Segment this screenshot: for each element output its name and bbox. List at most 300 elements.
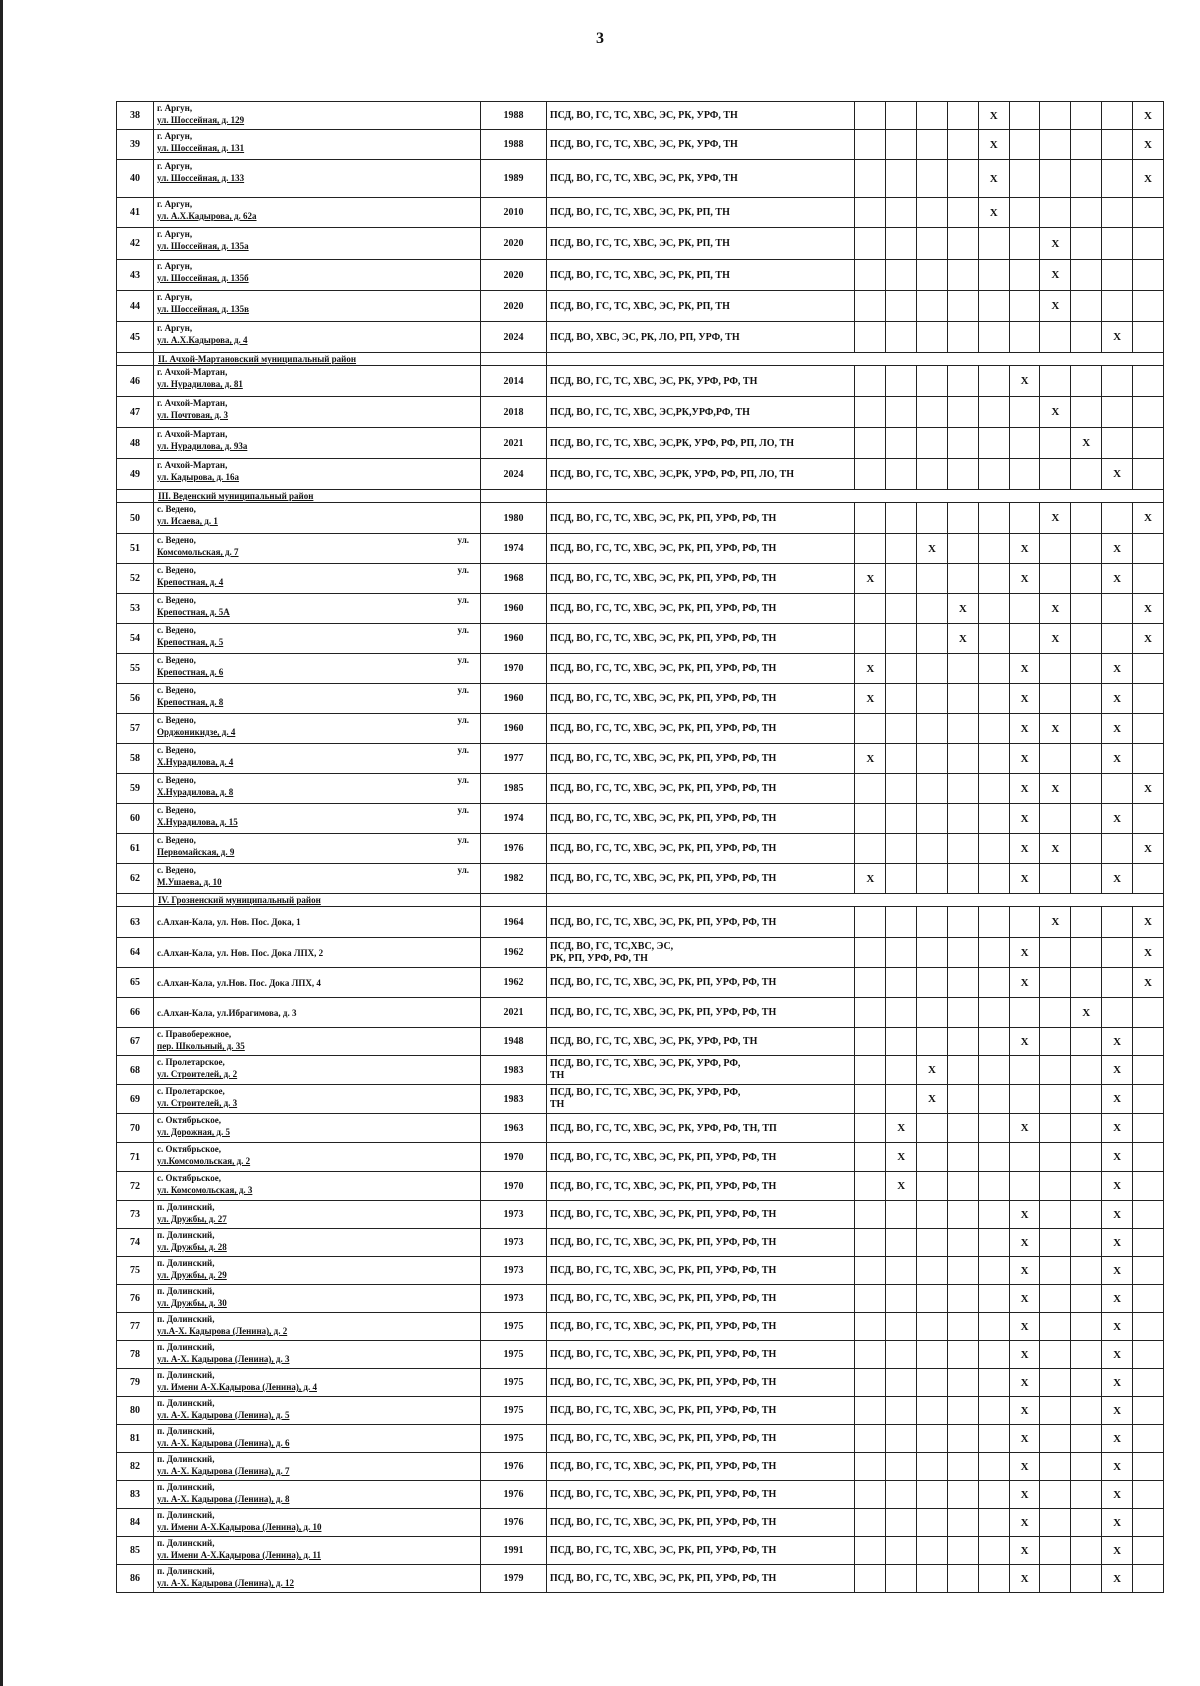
year-mark-cell (855, 1453, 886, 1481)
address-locality-text: п. Долинский, (157, 1566, 215, 1576)
year-mark-cell (1040, 1369, 1071, 1397)
row-number: 40 (117, 160, 154, 198)
works-line: ТН (549, 1099, 565, 1110)
year-mark-cell (1133, 774, 1164, 804)
year-mark-cell (855, 594, 886, 624)
row-number: 51 (117, 534, 154, 564)
table-row (117, 1341, 1164, 1369)
year-mark-cell (1133, 1537, 1164, 1565)
year-mark-cell (917, 228, 948, 260)
address-street: Х.Нурадилова, д. 15 (157, 817, 238, 827)
address-locality-text: с. Октябрьское, (157, 1173, 221, 1183)
year-mark-cell (1071, 1257, 1102, 1285)
address-locality (157, 534, 477, 546)
year-mark-cell (978, 1537, 1009, 1565)
year-mark-cell (855, 428, 886, 459)
street-prefix: ул. (457, 655, 470, 665)
year-mark-cell (978, 1313, 1009, 1341)
year-mark-cell (1133, 228, 1164, 260)
year-mark-cell (1133, 1453, 1164, 1481)
year-mark-cell (978, 564, 1009, 594)
year-mark-cell (978, 938, 1009, 968)
x-mark: X (1113, 572, 1122, 585)
address-cell (154, 366, 481, 397)
address-cell (154, 1229, 481, 1257)
x-mark: X (1020, 1516, 1029, 1529)
year-mark-cell (978, 864, 1009, 894)
year-mark-cell (886, 1397, 917, 1425)
year-mark-cell (1040, 1229, 1071, 1257)
table-row (117, 534, 1164, 564)
build-year: 1975 (481, 1313, 547, 1341)
year-mark-cell (1102, 198, 1133, 228)
table-row (117, 428, 1164, 459)
year-mark-cell (1071, 774, 1102, 804)
street-prefix: ул. (457, 835, 470, 845)
table-row (117, 503, 1164, 534)
year-mark-cell (917, 1313, 948, 1341)
year-mark-cell (855, 1229, 886, 1257)
year-mark-cell (1009, 228, 1040, 260)
table-row (117, 1481, 1164, 1509)
year-mark-cell (886, 228, 917, 260)
works-list: ПСД, ВО, ГС, ТС, ХВС, ЭС, РК, РП, УРФ, РФ, ТН (546, 774, 855, 804)
year-mark-cell (1133, 322, 1164, 353)
year-mark-cell (1009, 198, 1040, 228)
table-row (117, 684, 1164, 714)
x-mark: X (1051, 722, 1060, 735)
year-mark-cell (1071, 968, 1102, 998)
works-list: ПСД, ВО, ГС, ТС, ХВС, ЭС, РК, УРФ, РФ, ТН, ТП (546, 1114, 855, 1143)
year-mark-cell (886, 624, 917, 654)
year-mark-cell (1133, 291, 1164, 322)
year-mark-cell (1133, 397, 1164, 428)
address-street: ул. Имени А-Х.Кадырова (Ленина), д. 10 (157, 1522, 322, 1532)
year-mark-cell (886, 654, 917, 684)
address-locality (157, 260, 477, 272)
works-list: ПСД, ВО, ГС, ТС, ХВС, ЭС, РК, РП, УРФ, РФ, ТН (546, 907, 855, 938)
year-mark-cell (1040, 102, 1071, 130)
year-mark-cell (1009, 397, 1040, 428)
address-locality-text: с. Ведено, (157, 655, 196, 665)
row-number: 86 (117, 1565, 154, 1593)
x-mark: X (1113, 1488, 1122, 1501)
address-street: Х.Нурадилова, д. 4 (157, 757, 234, 767)
street-prefix: ул. (457, 595, 470, 605)
x-mark: X (1113, 542, 1122, 555)
address-locality (157, 102, 477, 114)
year-mark-cell (947, 714, 978, 744)
section-title: II. Ачхой-Мартановский муниципальный район (154, 353, 481, 366)
row-number: 56 (117, 684, 154, 714)
year-mark-cell (855, 1056, 886, 1085)
year-mark-cell (1133, 1369, 1164, 1397)
year-mark-cell (855, 1425, 886, 1453)
year-mark-cell (1102, 804, 1133, 834)
year-mark-cell (1040, 1056, 1071, 1085)
works-list: ПСД, ВО, ГС, ТС, ХВС, ЭС, РК, УРФ, ТН (546, 160, 855, 198)
works-list: ПСД, ВО, ГС, ТС, ХВС, ЭС, РК, РП, УРФ, РФ, ТН (546, 1537, 855, 1565)
row-number: 58 (117, 744, 154, 774)
year-mark-cell (1009, 907, 1040, 938)
address-cell (154, 564, 481, 594)
table-row (117, 228, 1164, 260)
year-mark-cell (1071, 1481, 1102, 1509)
year-mark-cell (1071, 160, 1102, 198)
year-mark-cell (1133, 1257, 1164, 1285)
year-mark-cell (1071, 907, 1102, 938)
year-mark-cell (978, 260, 1009, 291)
year-mark-cell (1009, 160, 1040, 198)
year-mark-cell (855, 714, 886, 744)
year-mark-cell (1009, 260, 1040, 291)
address-locality (157, 1114, 477, 1126)
row-number: 68 (117, 1056, 154, 1085)
year-mark-cell (978, 228, 1009, 260)
address-cell (154, 998, 481, 1028)
year-mark-cell (1133, 1509, 1164, 1537)
year-mark-cell (1133, 1172, 1164, 1201)
address-locality-text: п. Долинский, (157, 1538, 215, 1548)
address-locality-text: с. Пролетарское, (157, 1057, 225, 1067)
x-mark: X (928, 1093, 936, 1105)
year-mark-cell (855, 1201, 886, 1229)
year-mark-cell (886, 130, 917, 160)
year-mark-cell (1102, 322, 1133, 353)
year-mark-cell (1071, 291, 1102, 322)
address-locality (157, 1143, 477, 1155)
year-mark-cell (917, 804, 948, 834)
row-number: 66 (117, 998, 154, 1028)
year-mark-cell (1040, 1201, 1071, 1229)
works-list: ПСД, ВО, ГС, ТС, ХВС, ЭС, РК, РП, УРФ, РФ, ТН (546, 1229, 855, 1257)
section-year-cell (481, 894, 547, 907)
address-street: ул. А-Х. Кадырова (Ленина), д. 5 (157, 1410, 290, 1420)
year-mark-cell (1040, 1481, 1071, 1509)
year-mark-cell (855, 1285, 886, 1313)
works-list: ПСД, ВО, ГС, ТС, ХВС, ЭС, РК, РП, УРФ, РФ, ТН (546, 1369, 855, 1397)
x-mark: X (1020, 1488, 1029, 1501)
year-mark-cell (947, 1537, 978, 1565)
year-mark-cell (1102, 1313, 1133, 1341)
year-mark-cell (855, 1537, 886, 1565)
year-mark-cell (947, 1285, 978, 1313)
address-locality-text: г. Аргун, (157, 261, 193, 271)
year-mark-cell (1102, 1229, 1133, 1257)
year-mark-cell (886, 1341, 917, 1369)
x-mark: X (989, 206, 998, 219)
year-mark-cell (947, 322, 978, 353)
year-mark-cell (947, 1453, 978, 1481)
address-locality (157, 714, 477, 726)
works-list (546, 1085, 855, 1114)
address-street: Комсомольская, д. 7 (157, 547, 239, 557)
year-mark-cell (947, 1201, 978, 1229)
year-mark-cell (855, 1509, 886, 1537)
x-mark: X (1144, 512, 1152, 524)
address-cell (154, 428, 481, 459)
year-mark-cell (978, 1509, 1009, 1537)
year-mark-cell (978, 130, 1009, 160)
works-list: ПСД, ВО, ГС, ТС, ХВС, ЭС, РК, РП, УРФ, РФ, ТН (546, 1425, 855, 1453)
year-mark-cell (1102, 1537, 1133, 1565)
address-cell (154, 1509, 481, 1537)
year-mark-cell (886, 1257, 917, 1285)
address-locality (157, 1229, 477, 1241)
year-mark-cell (1133, 102, 1164, 130)
address-cell (154, 1565, 481, 1593)
x-mark: X (1020, 572, 1029, 585)
year-mark-cell (1009, 594, 1040, 624)
year-mark-cell (1102, 459, 1133, 490)
year-mark-cell (1040, 1257, 1071, 1285)
year-mark-cell (1102, 1056, 1133, 1085)
year-mark-cell (1071, 1114, 1102, 1143)
table-row (117, 1056, 1164, 1085)
year-mark-cell (886, 968, 917, 998)
year-mark-cell (947, 654, 978, 684)
works-list: ПСД, ВО, ГС, ТС, ХВС, ЭС,РК, УРФ, РФ, РП, ЛО, ТН (546, 428, 855, 459)
year-mark-cell (1071, 714, 1102, 744)
address-locality (157, 198, 477, 210)
year-mark-cell (978, 968, 1009, 998)
address-cell (154, 1313, 481, 1341)
address-locality-text: с. Ведено, (157, 805, 196, 815)
year-mark-cell (917, 260, 948, 291)
address-street: ул. Дружбы, д. 27 (157, 1214, 227, 1224)
address-street: ул. А-Х. Кадырова (Ленина), д. 3 (157, 1354, 290, 1364)
x-mark: X (1020, 812, 1029, 825)
x-mark: X (1082, 1006, 1091, 1019)
year-mark-cell (947, 1114, 978, 1143)
year-mark-cell (855, 1085, 886, 1114)
address-line: с.Алхан-Кала, ул.Ибрагимова, д. 3 (157, 1007, 297, 1018)
year-mark-cell (978, 291, 1009, 322)
address-locality (157, 1369, 477, 1381)
year-mark-cell (1009, 291, 1040, 322)
row-number: 65 (117, 968, 154, 998)
table-row (117, 714, 1164, 744)
year-mark-cell (1071, 1285, 1102, 1313)
row-number: 44 (117, 291, 154, 322)
street-prefix: ул. (457, 865, 470, 875)
year-mark-cell (947, 428, 978, 459)
address-locality (157, 864, 477, 876)
year-mark-cell (1071, 804, 1102, 834)
table-row (117, 564, 1164, 594)
address-locality (157, 1509, 477, 1521)
x-mark: X (1144, 632, 1152, 645)
section-num-cell (117, 353, 154, 366)
year-mark-cell (886, 322, 917, 353)
year-mark-cell (1133, 366, 1164, 397)
year-mark-cell (917, 1537, 948, 1565)
x-mark: X (1051, 269, 1060, 281)
year-mark-cell (1071, 834, 1102, 864)
year-mark-cell (855, 1565, 886, 1593)
table-row (117, 1285, 1164, 1313)
address-cell (154, 160, 481, 198)
year-mark-cell (855, 160, 886, 198)
year-mark-cell (1102, 1397, 1133, 1425)
x-mark: X (1020, 976, 1029, 989)
year-mark-cell (917, 366, 948, 397)
year-mark-cell (917, 1143, 948, 1172)
address-cell (154, 1114, 481, 1143)
year-mark-cell (1009, 1509, 1040, 1537)
table-row (117, 291, 1164, 322)
address-cell (154, 534, 481, 564)
address-street: ул. Комсомольская, д. 3 (157, 1185, 253, 1195)
year-mark-cell (886, 804, 917, 834)
address-locality-text: п. Долинский, (157, 1202, 215, 1212)
row-number: 50 (117, 503, 154, 534)
works-list: ПСД, ВО, ГС, ТС, ХВС, ЭС, РК, РП, УРФ, РФ, ТН (546, 624, 855, 654)
x-mark: X (1144, 172, 1152, 185)
section-works-cell (546, 490, 1163, 503)
address-locality-text: с. Ведено, (157, 775, 196, 785)
address-cell (154, 1285, 481, 1313)
year-mark-cell (1040, 774, 1071, 804)
year-mark-cell (1133, 130, 1164, 160)
section-title: III. Веденский муниципальный район (154, 490, 481, 503)
year-mark-cell (886, 291, 917, 322)
year-mark-cell (1102, 1285, 1133, 1313)
x-mark: X (1113, 1544, 1122, 1557)
address-locality (157, 624, 477, 636)
x-mark: X (1051, 512, 1060, 524)
year-mark-cell (1102, 864, 1133, 894)
row-number: 69 (117, 1085, 154, 1114)
year-mark-cell (1040, 1085, 1071, 1114)
x-mark: X (1051, 632, 1060, 645)
build-year: 1979 (481, 1565, 547, 1593)
year-mark-cell (1040, 864, 1071, 894)
year-mark-cell (1009, 774, 1040, 804)
year-mark-cell (886, 1369, 917, 1397)
address-locality-text: г. Аргун, (157, 292, 193, 302)
table-row (117, 198, 1164, 228)
year-mark-cell (855, 1481, 886, 1509)
works-list: ПСД, ВО, ГС, ТС, ХВС, ЭС, РК, РП, ТН (546, 291, 855, 322)
build-year: 2020 (481, 228, 547, 260)
year-mark-cell (1102, 1201, 1133, 1229)
address-locality (157, 1313, 477, 1325)
year-mark-cell (1102, 503, 1133, 534)
address-cell (154, 714, 481, 744)
year-mark-cell (978, 1369, 1009, 1397)
table-row (117, 459, 1164, 490)
year-mark-cell (947, 1229, 978, 1257)
year-mark-cell (947, 459, 978, 490)
year-mark-cell (855, 459, 886, 490)
works-line: РК, РП, УРФ, РФ, ТН (549, 952, 648, 964)
address-street: ул. Строителей, д. 2 (157, 1069, 238, 1079)
x-mark: X (1113, 1292, 1122, 1305)
table-row (117, 1172, 1164, 1201)
year-mark-cell (1071, 1172, 1102, 1201)
works-list: ПСД, ВО, ГС, ТС, ХВС, ЭС, РК, РП, УРФ, РФ, ТН (546, 968, 855, 998)
x-mark: X (1144, 946, 1152, 959)
year-mark-cell (1040, 834, 1071, 864)
year-mark-cell (978, 907, 1009, 938)
address-cell (154, 291, 481, 322)
address-street: Х.Нурадилова, д. 8 (157, 787, 234, 797)
year-mark-cell (917, 322, 948, 353)
address-street: ул. Шоссейная, д. 135в (157, 304, 249, 314)
year-mark-cell (947, 804, 978, 834)
works-list: ПСД, ВО, ГС, ТС, ХВС, ЭС, РК, УРФ, РФ, ТН (546, 366, 855, 397)
year-mark-cell (917, 428, 948, 459)
address-locality-text: с. Ведено, (157, 565, 196, 575)
year-mark-cell (1071, 864, 1102, 894)
year-mark-cell (1102, 907, 1133, 938)
x-mark: X (1144, 109, 1152, 122)
address-street: ул. А.Х.Кадырова, д. 4 (157, 335, 248, 345)
year-mark-cell (947, 1313, 978, 1341)
x-mark: X (1020, 375, 1029, 387)
works-list: ПСД, ВО, ГС, ТС, ХВС, ЭС, РК, РП, УРФ, РФ, ТН (546, 1313, 855, 1341)
address-locality-text: с. Ведено, (157, 745, 196, 755)
address-locality (157, 1425, 477, 1437)
address-street: ул. Строителей, д. 3 (157, 1098, 238, 1108)
works-list: ПСД, ВО, ГС, ТС, ХВС, ЭС, РК, РП, УРФ, РФ, ТН (546, 1201, 855, 1229)
year-mark-cell (1009, 1397, 1040, 1425)
year-mark-cell (1009, 1453, 1040, 1481)
row-number: 64 (117, 938, 154, 968)
address-cell (154, 198, 481, 228)
year-mark-cell (1133, 1425, 1164, 1453)
row-number: 73 (117, 1201, 154, 1229)
row-number: 60 (117, 804, 154, 834)
works-list: ПСД, ВО, ГС, ТС, ХВС, ЭС, РК, РП, ТН (546, 228, 855, 260)
year-mark-cell (1102, 1509, 1133, 1537)
year-mark-cell (978, 714, 1009, 744)
year-mark-cell (947, 864, 978, 894)
year-mark-cell (1102, 160, 1133, 198)
address-locality-text: с. Ведено, (157, 715, 196, 725)
works-line: ПСД, ВО, ГС, ТС,ХВС, ЭС, (549, 940, 674, 952)
x-mark: X (1020, 1460, 1029, 1473)
year-mark-cell (855, 366, 886, 397)
year-mark-cell (978, 1056, 1009, 1085)
year-mark-cell (917, 938, 948, 968)
year-mark-cell (1071, 1537, 1102, 1565)
row-number: 52 (117, 564, 154, 594)
year-mark-cell (1009, 1285, 1040, 1313)
year-mark-cell (1071, 228, 1102, 260)
year-mark-cell (1071, 130, 1102, 160)
address-cell (154, 834, 481, 864)
year-mark-cell (1009, 744, 1040, 774)
year-mark-cell (947, 228, 978, 260)
year-mark-cell (917, 1056, 948, 1085)
row-number: 59 (117, 774, 154, 804)
year-mark-cell (1009, 459, 1040, 490)
street-prefix: ул. (457, 565, 470, 575)
address-cell (154, 1537, 481, 1565)
year-mark-cell (1071, 397, 1102, 428)
table-row (117, 1028, 1164, 1056)
year-mark-cell (1133, 714, 1164, 744)
year-mark-cell (978, 459, 1009, 490)
row-number: 55 (117, 654, 154, 684)
year-mark-cell (886, 594, 917, 624)
year-mark-cell (1071, 1453, 1102, 1481)
address-street: Орджоникидзе, д. 4 (157, 727, 236, 737)
year-mark-cell (1133, 654, 1164, 684)
year-mark-cell (886, 834, 917, 864)
